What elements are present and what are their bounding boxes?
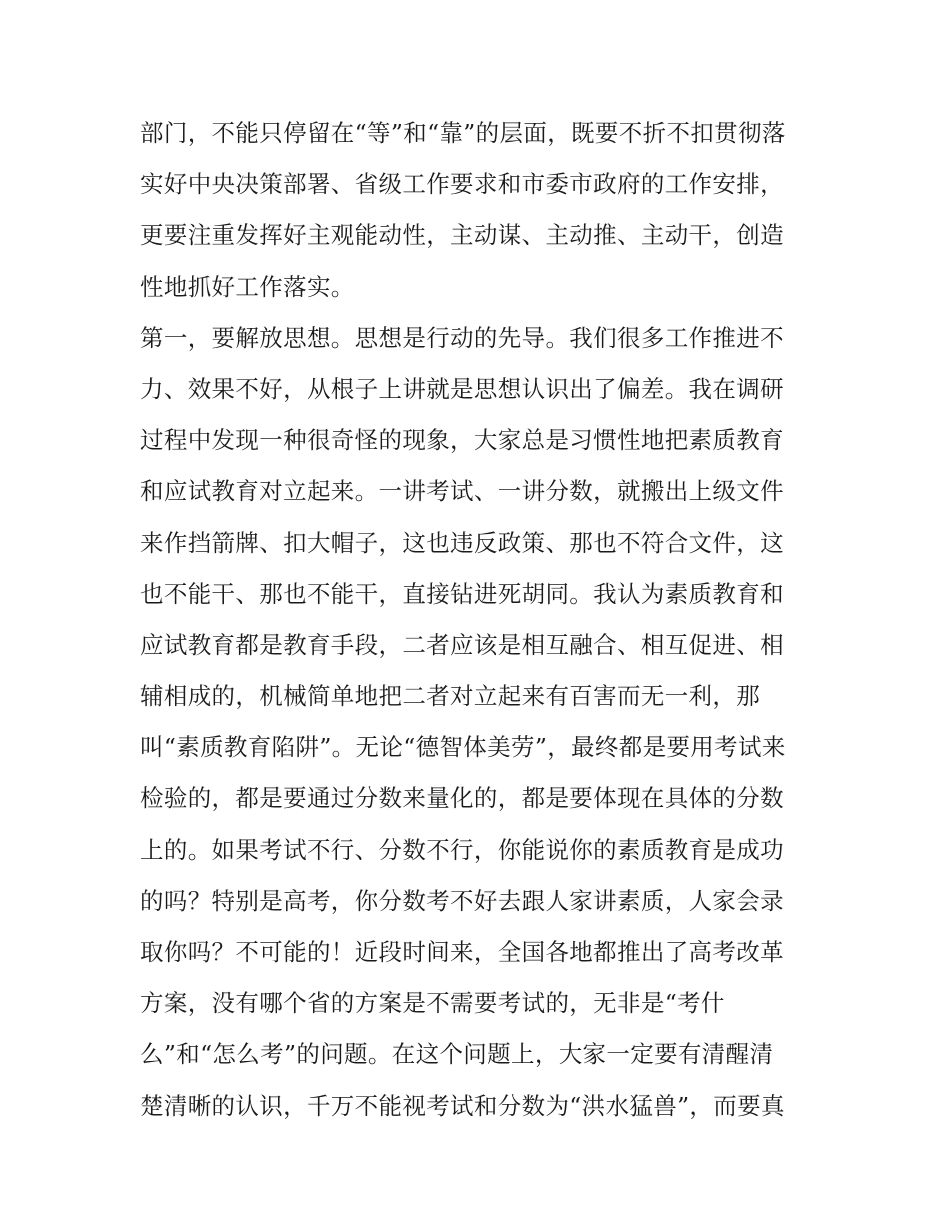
text-line: 实好中央决策部署、省级工作要求和市委市政府的工作安排， [140,170,784,199]
text-line: 也不能干、那也不能干，直接钻进死胡同。我认为素质教育和 [140,579,784,608]
text-line: 和应试教育对立起来。一讲考试、一讲分数，就搬出上级文件 [140,477,784,506]
text-line: 方案，没有哪个省的方案是不需要考试的，无非是“考什 [140,989,725,1018]
text-line: 来作挡箭牌、扣大帽子，这也违反政策、那也不符合文件，这 [140,528,784,557]
text-line: 的吗？特别是高考，你分数考不好去跟人家讲素质，人家会录 [140,886,784,915]
text-line: 应试教育都是教育手段，二者应该是相互融合、相互促进、相 [140,630,784,659]
text-line: 过程中发现一种很奇怪的现象，大家总是习惯性地把素质教育 [140,426,784,455]
body-text [140,108,820,1132]
text-line: 检验的，都是要通过分数来量化的，都是要体现在具体的分数 [140,784,784,813]
text-line: 性地抓好工作落实。 [140,272,355,301]
text-line: 叫“素质教育陷阱”。无论“德智体美劳”，最终都是要用考试来 [140,733,786,762]
text-line: 部门，不能只停留在“等”和“靠”的层面，既要不折不扣贯彻落 [140,119,786,147]
text-line: 第一，要解放思想。思想是行动的先导。我们很多工作推进不 [140,323,784,352]
text-line: 更要注重发挥好主观能动性，主动谋、主动推、主动干，创造 [140,221,784,250]
text-line: 辅相成的，机械简单地把二者对立起来有百害而无一利，那 [140,682,761,711]
text-line: 上的。如果考试不行、分数不行，你能说你的素质教育是成功 [140,835,784,864]
text-line: 楚清晰的认识，千万不能视考试和分数为“洪水猛兽”，而要真 [140,1091,785,1120]
text-line: 力、效果不好，从根子上讲就是思想认识出了偏差。我在调研 [140,374,784,403]
text-line: 取你吗？不可能的！近段时间来，全国各地都推出了高考改革 [140,938,784,966]
text-line: 么”和“怎么考”的问题。在这个问题上，大家一定要有清醒清 [140,1040,774,1069]
